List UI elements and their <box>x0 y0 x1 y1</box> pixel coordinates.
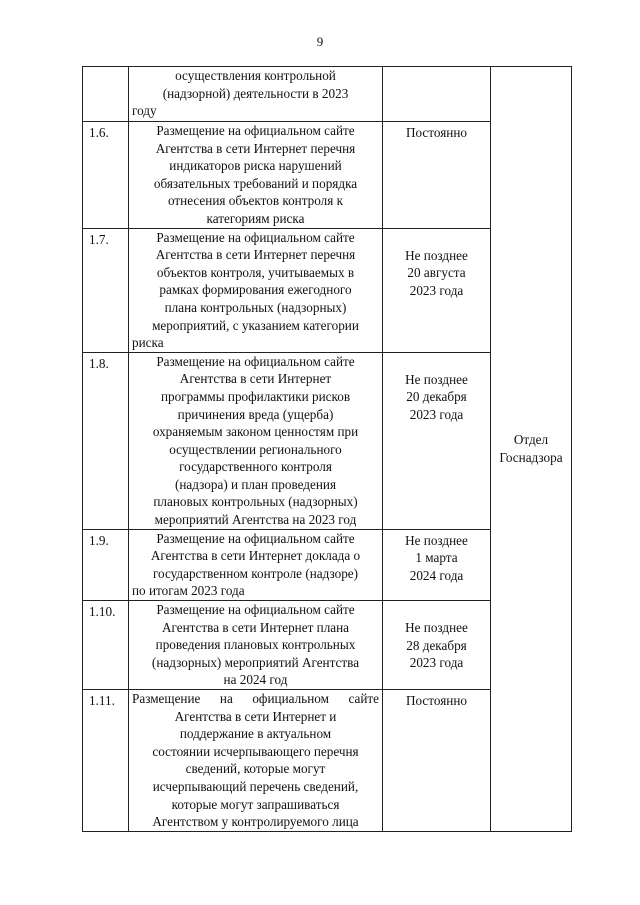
description-line: (надзорной) деятельности в 2023 <box>162 85 349 101</box>
description-line: плановых контрольных (надзорных) <box>153 494 358 510</box>
description-line: объектов контроля, учитываемых в <box>156 264 355 280</box>
row-number <box>83 67 129 122</box>
description-line: Размещение на официальном сайте <box>156 229 355 245</box>
description-line: мероприятий, с указанием категории <box>152 317 359 333</box>
deadline-cell <box>383 690 491 832</box>
measure-description <box>129 352 383 529</box>
measure-description <box>129 690 383 832</box>
deadline-cell <box>383 122 491 229</box>
row-number: 1.7. <box>83 228 129 352</box>
row-number: 1.9. <box>83 529 129 600</box>
measure-description <box>129 228 383 352</box>
measure-description <box>129 529 383 600</box>
description-line: осуществления контрольной <box>175 68 336 83</box>
description-line: плана контрольных (надзорных) <box>164 299 347 315</box>
deadline-cell <box>383 228 491 352</box>
description-line: году <box>132 103 157 119</box>
row-number: 1.8. <box>83 352 129 529</box>
description-line: отнесения объектов контроля к <box>167 193 344 209</box>
description-line: обязательных требований и порядка <box>153 175 358 191</box>
description-line: Агентства в сети Интернет <box>179 371 332 387</box>
description-line: мероприятий Агентства на 2023 год <box>154 512 357 528</box>
measure-description <box>129 122 383 229</box>
deadline-line: 20 августа <box>407 265 466 281</box>
deadline-line: 1 марта <box>415 550 458 566</box>
deadline-line: Не позднее <box>405 247 468 263</box>
deadline-line: Не позднее <box>405 620 468 636</box>
measures-table <box>82 66 572 832</box>
description-line: осуществлении регионального <box>169 441 342 457</box>
deadline-line: Постоянно <box>405 693 467 708</box>
description-line: поддержание в актуальном <box>179 726 332 742</box>
page-number: 9 <box>316 34 324 49</box>
deadline-cell <box>383 601 491 690</box>
description-line: (надзора) и план проведения <box>174 476 337 492</box>
measure-description <box>129 601 383 690</box>
description-line: по итогам 2023 года <box>132 583 245 599</box>
deadline-line: Постоянно <box>405 125 467 140</box>
deadline-line: 28 декабря <box>406 637 467 653</box>
description-line: государственном контроле (надзоре) <box>152 565 359 581</box>
responsible-line: Госнадзора <box>499 449 563 465</box>
deadline-cell <box>383 529 491 600</box>
description-line: Размещение на официальном сайте <box>156 123 355 138</box>
description-line: индикаторов риска нарушений <box>169 158 342 174</box>
description-line: Размещение на официальном сайте <box>156 530 355 546</box>
description-line: риска <box>132 335 164 351</box>
description-line: государственного контроля <box>179 459 332 475</box>
description-line: программы профилактики рисков <box>160 388 351 404</box>
description-line: Агентства в сети Интернет и <box>174 708 337 724</box>
measure-description <box>129 67 383 122</box>
description-line: исчерпывающий перечень сведений, <box>152 778 359 794</box>
description-line: Размещение на официальном сайте <box>156 602 355 618</box>
description-line: Агентства в сети Интернет доклада о <box>150 548 361 564</box>
description-line: причинения вреда (ущерба) <box>177 406 334 422</box>
description-line: Агентством у контролируемого лица <box>152 814 359 830</box>
deadline-line: 20 декабря <box>406 389 467 405</box>
description-line: рамках формирования ежегодного <box>159 282 352 298</box>
deadline-line: 2024 года <box>409 567 464 583</box>
responsible-unit <box>491 67 572 832</box>
responsible-line: Отдел <box>513 432 549 448</box>
description-line: Агентства в сети Интернет плана <box>161 619 350 635</box>
description-line: категориям риска <box>206 210 305 226</box>
description-line: охраняемым законом ценностям при <box>152 424 359 440</box>
description-line: состоянии исчерпывающего перечня <box>152 743 359 759</box>
deadline-cell <box>383 352 491 529</box>
deadline-line: 2023 года <box>409 406 464 422</box>
deadline-line: Не позднее <box>405 371 468 387</box>
deadline-line: 2023 года <box>409 655 464 671</box>
description-line: Агентства в сети Интернет перечня <box>155 140 356 156</box>
row-number: 1.10. <box>83 601 129 690</box>
table-row <box>83 67 572 122</box>
deadline-line: 2023 года <box>409 282 464 298</box>
description-line: сведений, которые могут <box>185 761 326 777</box>
deadline-cell <box>383 67 491 122</box>
description-line: которые могут запрашиваться <box>171 796 340 812</box>
description-line: Размещение на официальном сайте <box>132 691 379 706</box>
description-line: на 2024 год <box>223 672 288 688</box>
description-line: проведения плановых контрольных <box>155 637 356 653</box>
description-line: Размещение на официальном сайте <box>156 353 355 369</box>
row-number: 1.11. <box>83 690 129 832</box>
description-line: Агентства в сети Интернет перечня <box>155 247 356 263</box>
description-line: (надзорных) мероприятий Агентства <box>151 654 360 670</box>
deadline-line: Не позднее <box>405 532 468 548</box>
row-number: 1.6. <box>83 122 129 229</box>
